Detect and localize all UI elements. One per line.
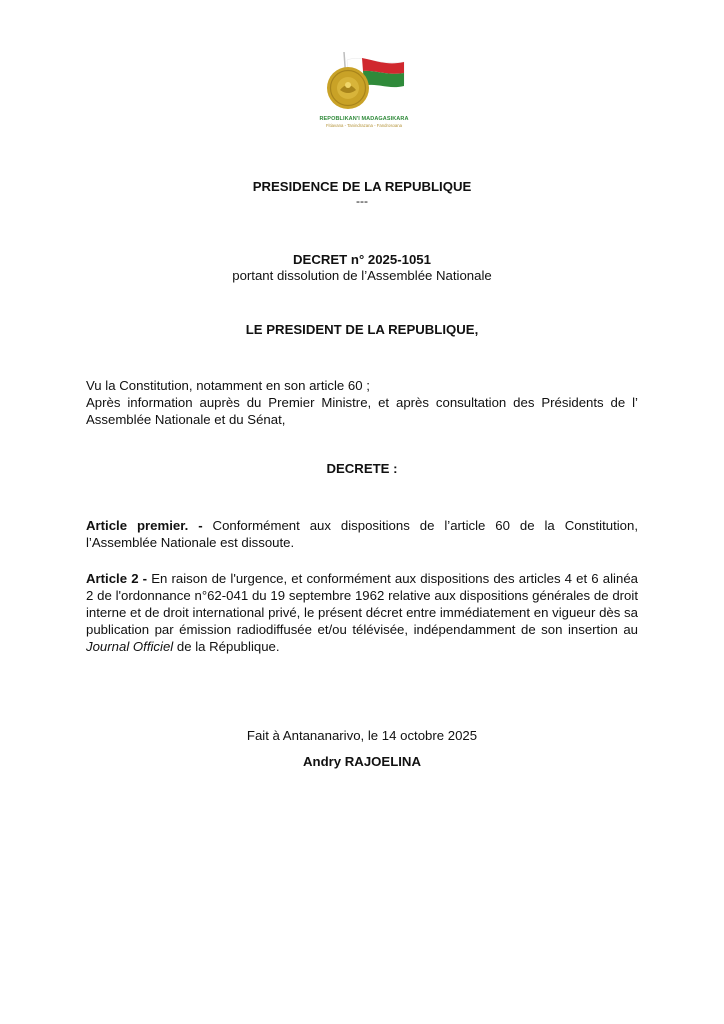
madagascar-seal-icon [318, 50, 410, 114]
article-label: Article 2 - [86, 571, 148, 586]
article-text: En raison de l'urgence, et conformément aux dispositions des articles 4 et 6 alinéa 2 de l'ordonnance n°62-041 du 19 septembre 1962 relative aux dispositions générales de droit interne et de droit international privé, le présent décret entre immédiatement en vigueur dès sa publication par émission radiodiffusée et/ou télévisée, indépendamment de son insertion au [86, 571, 638, 637]
place-and-date: Fait à Antananarivo, le 14 octobre 2025 [246, 728, 478, 743]
article-text: Conformément aux dispositions de l’article 60 de la Constitution, l’Assemblée Nationale est dissoute. [86, 518, 639, 550]
logo-country-name: REPOBLIKAN'I MADAGASIKARA [319, 116, 409, 122]
institution-heading: PRESIDENCE DE LA REPUBLIQUE [252, 179, 472, 194]
decrete-heading: DECRETE : [326, 461, 398, 476]
journal-officiel-title: Journal Officiel [86, 639, 174, 654]
decree-subject: portant dissolution de l’Assemblée Nationale [232, 268, 492, 283]
article-label: Article premier. - [86, 518, 203, 533]
article-premier [86, 517, 638, 551]
heading-separator: --- [356, 194, 368, 208]
signatory-name: Andry RAJOELINA [303, 754, 421, 769]
issuer-heading: LE PRESIDENT DE LA REPUBLIQUE, [245, 322, 479, 337]
article-text-end: de la République. [173, 639, 280, 654]
article-2 [86, 570, 638, 655]
consideration-vu: Vu la Constitution, notamment en son article 60 ; [86, 378, 370, 393]
consideration-apres: Après information auprès du Premier Ministre, et après consultation des Présidents de l’ Assemblée Nationale et du Sénat, [86, 395, 638, 427]
decree-number: DECRET n° 2025-1051 [293, 252, 431, 267]
coat-of-arms-logo [306, 50, 422, 130]
logo-motto: Fitiavana - Tanindrazana - Fandrosoana [325, 123, 403, 128]
